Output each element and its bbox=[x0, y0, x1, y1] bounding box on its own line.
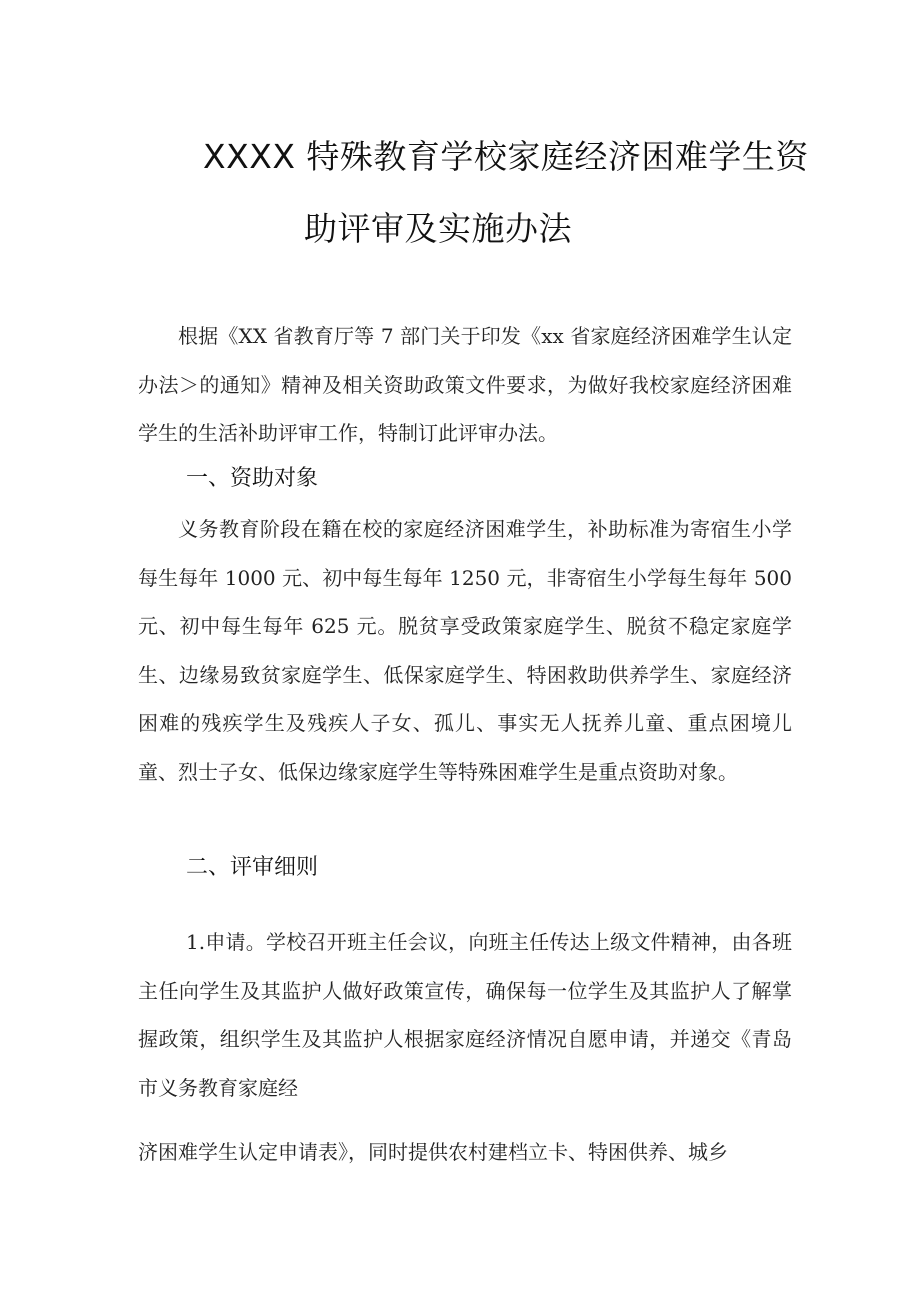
review-rule-application-paragraph: 1.申请。学校召开班主任会议，向班主任传达上级文件精神，由各班主任向学生及其监护人做好政策宣传，确保每一位学生及其监护人了解掌握政策，组织学生及其监护人根据家庭经济情况自愿申请，并递交《青岛市义务教育家庭经 bbox=[138, 930, 792, 1100]
document-title-line-2: 助评审及实施办法 bbox=[304, 209, 572, 248]
intro-paragraph: 根据《XX 省教育厅等 7 部门关于印发《xx 省家庭经济困难学生认定办法＞的通知》精神及相关资助政策文件要求，为做好我校家庭经济困难学生的生活补助评审工作，特制订此评审办法。 bbox=[138, 324, 792, 445]
funding-targets-paragraph: 义务教育阶段在籍在校的家庭经济困难学生，补助标准为寄宿生小学每生每年 1000 元、初中每生每年 1250 元，非寄宿生小学每生每年 500 元、初中每生每年 625 元。脱贫享受政策家庭学生、脱贫不稳定家庭学生、边缘易致贫家庭学生、低保家庭学生、特困救助供养学生、家庭经济困难的残疾学生及残疾人子女、孤儿、事实无人抚养儿童、重点困境儿童、烈士子女、低保边缘家庭学生等特殊困难学生是重点资助对象。 bbox=[138, 517, 792, 784]
review-rule-application-continuation: 济困难学生认定申请表》，同时提供农村建档立卡、特困供养、城乡 bbox=[138, 1140, 728, 1164]
section-heading-review-rules: 二、评审细则 bbox=[186, 855, 319, 880]
document-title-line-1: XXXX 特殊教育学校家庭经济困难学生资 bbox=[203, 137, 809, 176]
section-heading-funding-targets: 一、资助对象 bbox=[186, 466, 319, 491]
